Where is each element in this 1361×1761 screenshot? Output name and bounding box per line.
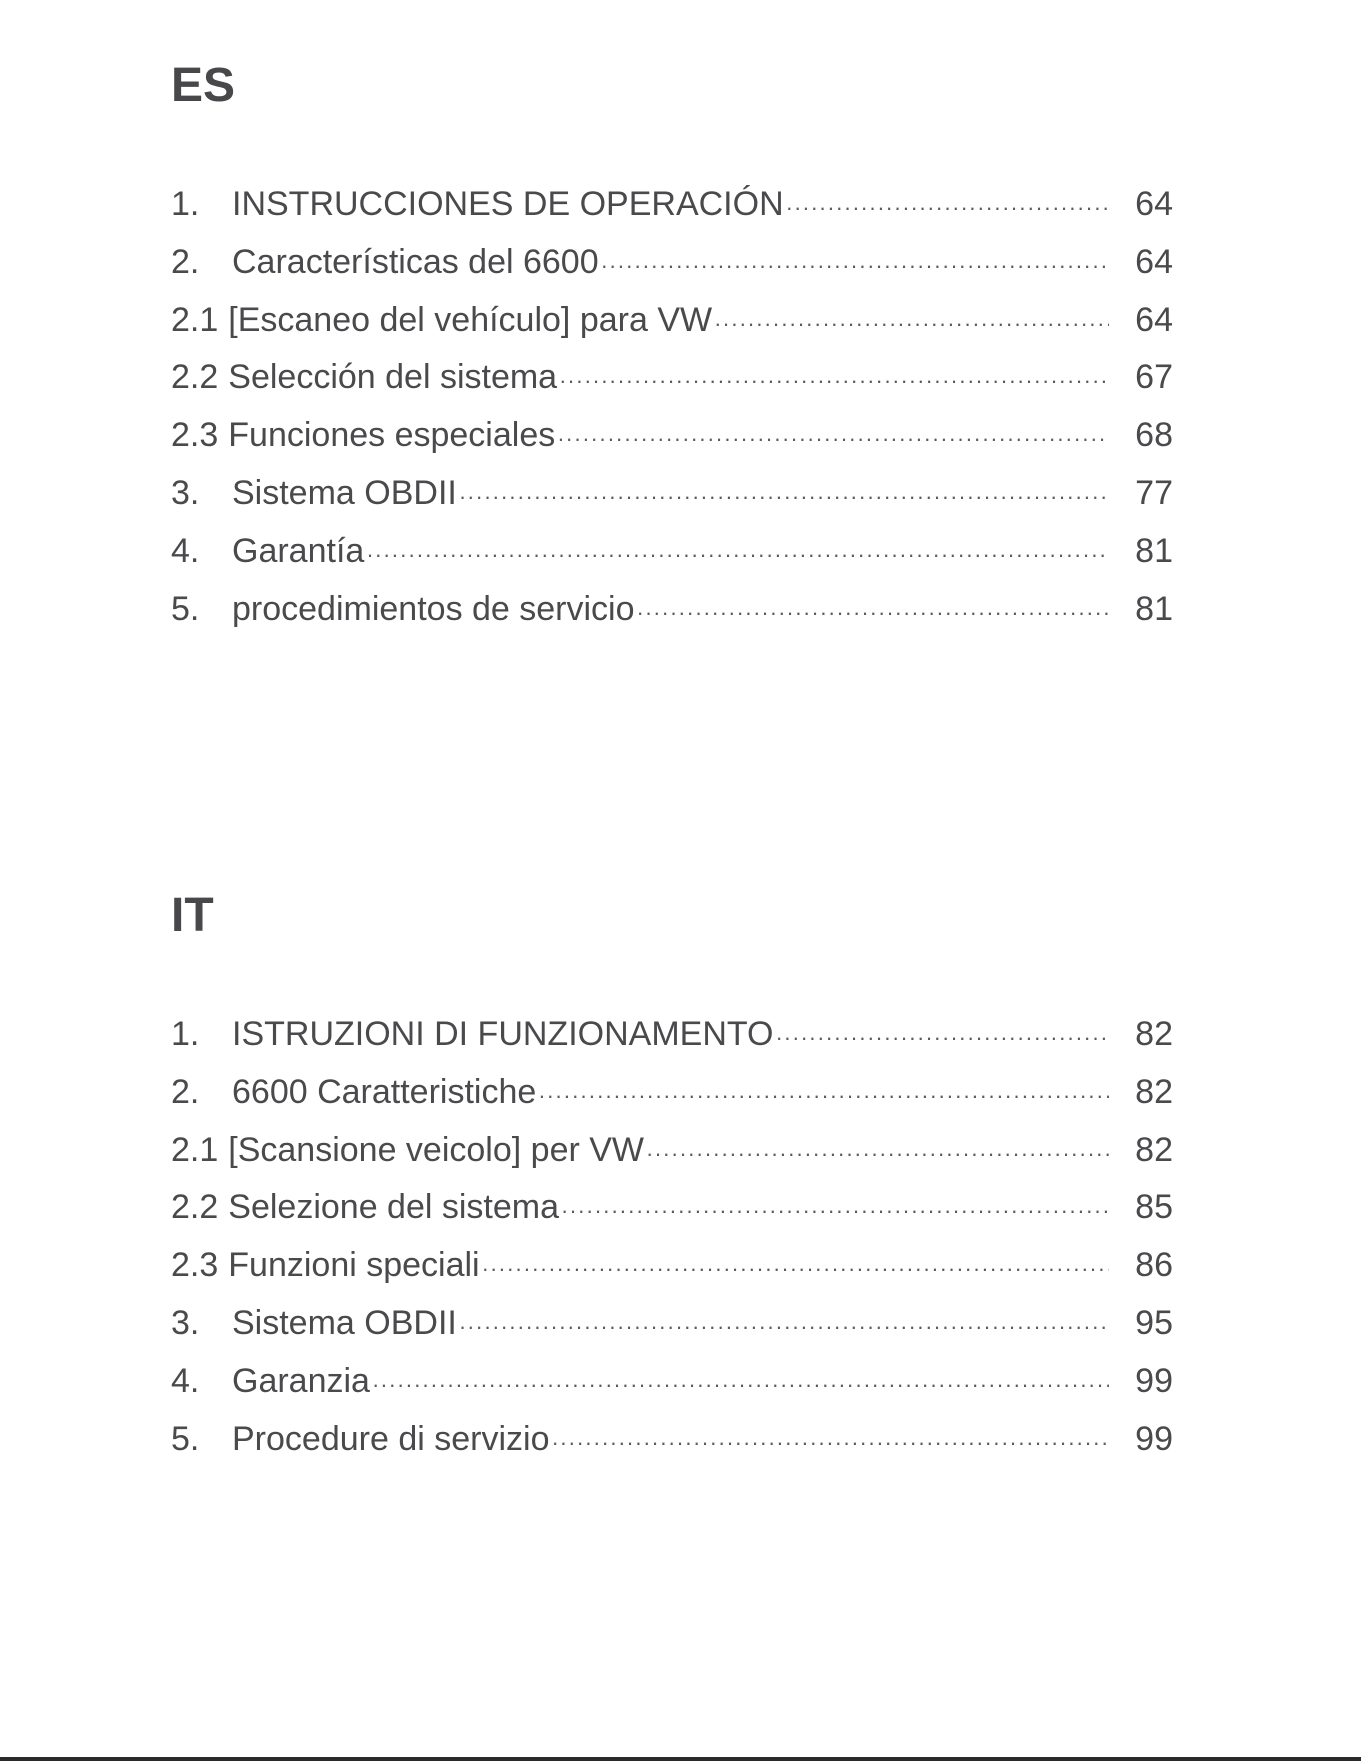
toc-entry-number: 2.1 (171, 1130, 219, 1169)
toc-entry-page: 64 (1135, 242, 1173, 281)
toc-entry-page: 68 (1135, 416, 1173, 455)
toc-entry-label: ISTRUZIONI DI FUNZIONAMENTO (232, 1015, 774, 1053)
toc-entry-page: 99 (1135, 1361, 1173, 1400)
toc-entry-label: INSTRUCCIONES DE OPERACIÓN (232, 185, 784, 223)
toc-entry[interactable] (171, 465, 1173, 523)
toc-entry[interactable] (171, 234, 1173, 292)
toc-entry-number: 2.2 (171, 1188, 219, 1227)
toc-section-it (171, 888, 1173, 1468)
dot-leader (372, 1356, 1109, 1414)
toc-entry-number: 3. (171, 1303, 200, 1342)
dot-leader (459, 468, 1109, 526)
dot-leader (366, 526, 1109, 584)
toc-entry[interactable] (171, 1295, 1173, 1353)
toc-entry[interactable] (171, 1237, 1173, 1295)
dot-leader (557, 410, 1109, 468)
toc-entry-label: 6600 Caratteristiche (232, 1072, 537, 1111)
toc-entry-label: Características del 6600 (232, 242, 599, 281)
toc-entry-page: 85 (1135, 1188, 1173, 1227)
toc-entry-label: Selezione del sistema (228, 1188, 560, 1227)
toc-entry-number: 5. (171, 589, 200, 628)
toc-entry-label: [Scansione veicolo] per VW (228, 1130, 645, 1169)
toc-entry[interactable] (171, 176, 1173, 234)
toc-entry-number: 2.3 (171, 1246, 219, 1285)
toc-entry-number: 2. (171, 1072, 200, 1111)
dot-leader (714, 295, 1109, 353)
toc-entry-page: 82 (1135, 1015, 1173, 1053)
dot-leader (459, 1298, 1109, 1356)
toc-list (171, 1006, 1173, 1468)
toc-entry[interactable] (171, 1006, 1173, 1064)
dot-leader (775, 1009, 1109, 1067)
toc-entry-number: 3. (171, 473, 200, 512)
toc-entry[interactable] (171, 1411, 1173, 1469)
dot-leader (551, 1414, 1109, 1472)
section-title: IT (171, 889, 214, 942)
dot-leader (482, 1240, 1109, 1298)
toc-entry-page: 64 (1135, 185, 1173, 223)
toc-entry[interactable] (171, 292, 1173, 350)
toc-list (171, 176, 1173, 638)
toc-entry-page: 81 (1135, 531, 1173, 570)
dot-leader (561, 1182, 1109, 1240)
dot-leader (637, 584, 1109, 642)
toc-entry[interactable] (171, 1353, 1173, 1411)
toc-entry-label: Garantía (232, 531, 365, 570)
dot-leader (646, 1125, 1109, 1183)
toc-entry-page: 81 (1135, 589, 1173, 628)
toc-section-es (171, 58, 1173, 638)
toc-entry-page: 67 (1135, 358, 1173, 397)
toc-entry[interactable] (171, 407, 1173, 465)
toc-entry[interactable] (171, 1122, 1173, 1180)
toc-entry-page: 64 (1135, 300, 1173, 339)
toc-entry-label: procedimientos de servicio (232, 589, 635, 628)
section-title: ES (171, 59, 236, 112)
toc-entry-number: 4. (171, 1361, 200, 1400)
toc-entry-number: 4. (171, 531, 200, 570)
toc-entry-label: Funciones especiales (228, 416, 556, 455)
toc-entry-number: 2. (171, 242, 200, 281)
toc-entry-number: 2.3 (171, 416, 219, 455)
dot-leader (786, 179, 1109, 237)
toc-entry-number: 2.2 (171, 358, 219, 397)
toc-entry[interactable] (171, 1179, 1173, 1237)
toc-entry-label: [Escaneo del vehículo] para VW (228, 300, 713, 339)
toc-entry-number: 1. (171, 185, 200, 223)
toc-entry[interactable] (171, 581, 1173, 639)
toc-entry[interactable] (171, 523, 1173, 581)
dot-leader (559, 352, 1109, 410)
toc-entry-label: Procedure di servizio (232, 1419, 550, 1458)
toc-entry-number: 1. (171, 1015, 200, 1053)
dot-leader (601, 237, 1109, 295)
toc-entry-page: 95 (1135, 1303, 1173, 1342)
toc-entry-number: 2.1 (171, 300, 219, 339)
toc-entry-number: 5. (171, 1419, 200, 1458)
toc-entry-label: Sistema OBDII (232, 473, 457, 512)
dot-leader (538, 1067, 1109, 1125)
toc-entry-label: Garanzia (232, 1361, 370, 1400)
toc-entry-label: Funzioni speciali (228, 1246, 480, 1285)
toc-entry-label: Sistema OBDII (232, 1303, 457, 1342)
toc-entry-page: 86 (1135, 1246, 1173, 1285)
toc-entry-page: 77 (1135, 473, 1173, 512)
toc-entry-page: 99 (1135, 1419, 1173, 1458)
toc-entry-label: Selección del sistema (228, 358, 558, 397)
toc-entry[interactable] (171, 349, 1173, 407)
toc-entry-page: 82 (1135, 1130, 1173, 1169)
toc-entry[interactable] (171, 1064, 1173, 1122)
toc-entry-page: 82 (1135, 1072, 1173, 1111)
page-bottom-border (0, 1757, 1361, 1761)
